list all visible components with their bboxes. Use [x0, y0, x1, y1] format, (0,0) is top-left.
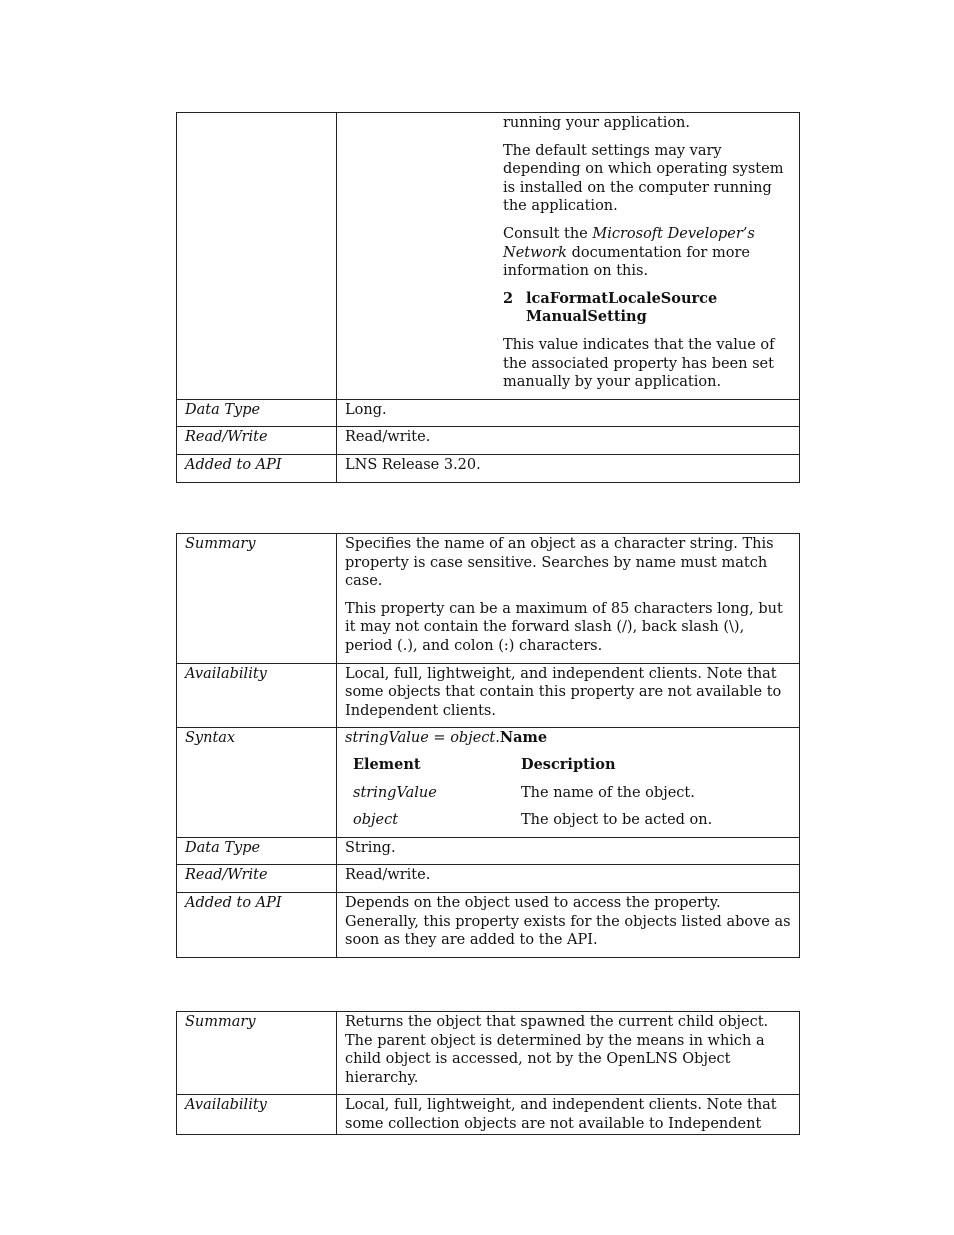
row-label: Added to API	[177, 454, 337, 482]
row-label: Summary	[177, 1012, 337, 1095]
row-value: Read/write.	[337, 865, 800, 893]
row-value: Returns the object that spawned the current child object. The parent object is determined by the means in which a child object is accessed, not by the OpenLNS Object hierarchy.	[337, 1012, 800, 1095]
value-description	[345, 114, 791, 392]
empty-label-cell	[177, 113, 337, 400]
enum-name: lcaFormatLocaleSource ManualSetting	[526, 289, 718, 326]
row-label: Availability	[177, 1095, 337, 1134]
syntax-line: stringValue = object.Name	[345, 729, 548, 747]
syntax-elements-table	[345, 756, 791, 830]
property-table-format-locale-source	[176, 112, 800, 483]
table-row	[177, 892, 800, 957]
row-label: Summary	[177, 534, 337, 664]
row-label: Read/Write	[177, 427, 337, 455]
row-value	[337, 728, 800, 837]
continued-text: running your application.	[503, 115, 691, 131]
enum-item	[503, 290, 791, 327]
enum-value: 2	[503, 289, 514, 307]
row-label: Data Type	[177, 399, 337, 427]
default-settings-text: The default settings may vary depending on which operating system is installed on the computer running the application.	[503, 142, 784, 215]
table-row	[177, 865, 800, 893]
row-value: Long.	[337, 399, 800, 427]
row-label: Availability	[177, 663, 337, 728]
summary-text: Specifies the name of an object as a character string. This property is case sensitive. Searches by name must match case.	[345, 536, 774, 590]
property-table-name	[176, 533, 800, 958]
table-row	[177, 663, 800, 728]
row-label: Added to API	[177, 892, 337, 957]
row-value: String.	[337, 837, 800, 865]
table-row	[177, 427, 800, 455]
continuation-cell	[337, 113, 800, 400]
row-value: Depends on the object used to access the property. Generally, this property exists for the objects listed above as soon as they are added to the API.	[337, 892, 800, 957]
table-row	[177, 1012, 800, 1095]
msdn-reference: Microsoft Developer’s Network	[503, 225, 755, 261]
enum-description: This value indicates that the value of the associated property has been set manually by your application.	[503, 336, 775, 391]
row-value	[337, 534, 800, 664]
row-value: Local, full, lightweight, and independent clients. Note that some objects that contain this property are not available to Independent clients.	[337, 663, 800, 728]
element-header: Element	[353, 755, 421, 773]
row-value: LNS Release 3.20.	[337, 454, 800, 482]
description-header: Description	[521, 755, 616, 773]
syntax-header-row	[345, 756, 791, 784]
property-table-parent	[176, 1011, 800, 1135]
row-label: Read/Write	[177, 865, 337, 893]
syntax-element-row	[345, 811, 791, 830]
consult-text: Consult the Microsoft Developer’s Network documentation for more information on this.	[503, 225, 755, 280]
element-description: The object to be acted on.	[521, 812, 713, 829]
element-name: stringValue	[353, 784, 437, 801]
table-row	[177, 728, 800, 837]
table-row	[177, 837, 800, 865]
table-row	[177, 399, 800, 427]
element-name: object	[353, 812, 399, 829]
table-row	[177, 1095, 800, 1134]
row-label: Syntax	[177, 728, 337, 837]
row-value: Read/write.	[337, 427, 800, 455]
row-value: Local, full, lightweight, and independent clients. Note that some collection objects are not available to Independent	[337, 1095, 800, 1134]
table-row	[177, 113, 800, 400]
summary-restriction-text: This property can be a maximum of 85 characters long, but it may not contain the forward slash (/), back slash (\), period (.), and colon (:) characters.	[345, 600, 783, 654]
element-description: The name of the object.	[521, 784, 695, 801]
syntax-element-row	[345, 784, 791, 812]
table-row	[177, 534, 800, 664]
table-row	[177, 454, 800, 482]
row-label: Data Type	[177, 837, 337, 865]
